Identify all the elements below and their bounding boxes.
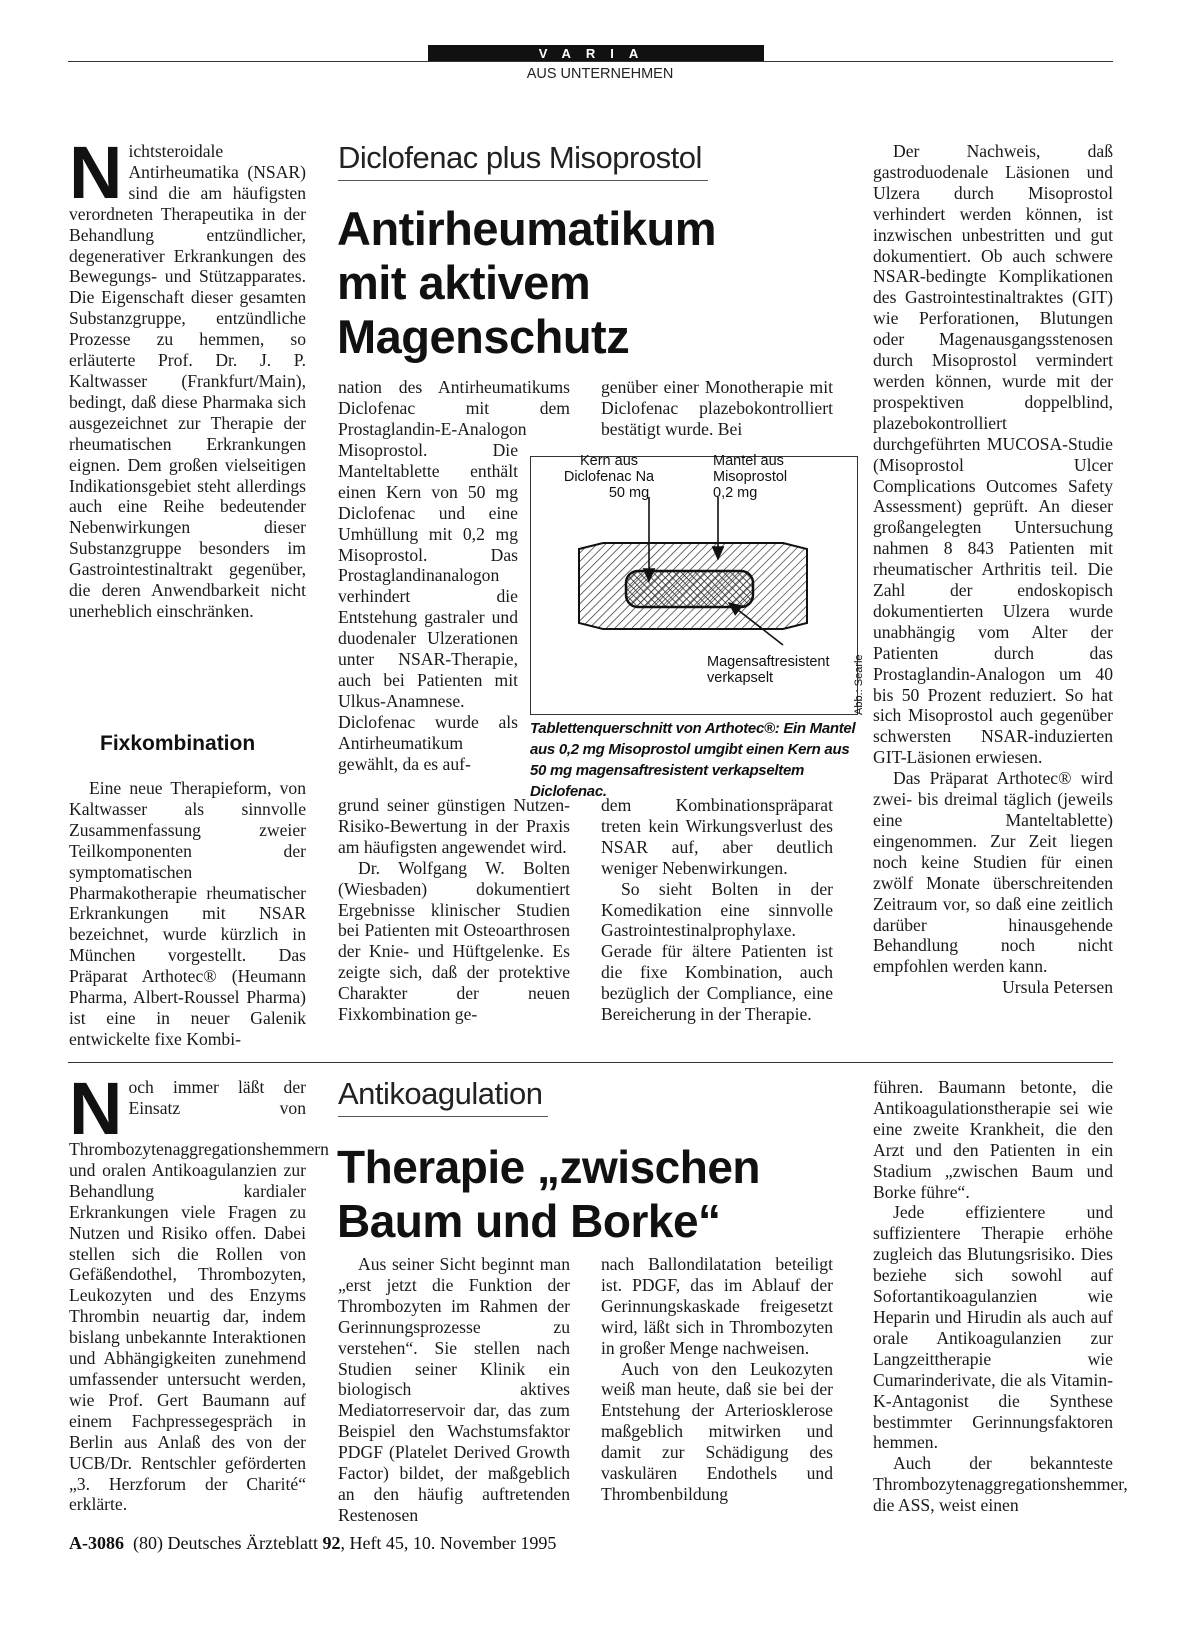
article2-col3-para2: Auch von den Leukozyten weiß man heute, daß sie bei der Entstehung der Arteriosklerose maßgeblich mitwirken und damit zur Schädigung des vaskulären Endothels und Thrombenbildung [601,1358,833,1504]
tablet-cross-section-figure [530,453,858,715]
footer-volume: 92 [322,1533,341,1553]
article1-subheading: Fixkombination [100,732,256,755]
article1-col1-lead [69,131,306,622]
article1-col2-para2: Dr. Wolfgang W. Bolten (Wiesbaden) dokumentiert Ergebnisse klinischer Studien bei Patienten mit Osteoarthrosen der Knie- und Hüftgelenke. Es zeigte sich, daß der protektive Charakter der neuen Fixkombination ge- [338,857,570,1025]
article2-headline-line2: Baum und Borke“ [337,1195,721,1247]
label-core-line1: Kern aus [579,453,639,469]
article2-col4-para1: führen. Baumann betonte, die Antikoagulationstherapie sei wie eine zweite Krankheit, die den Arzt und den Patienten in ein Stadium „zwischen Baum und Borke führe“. [873,1077,1113,1202]
article1-col2-narrow: Misoprostol. Die Manteltablette enthält einen Kern von 50 mg Diclofenac und eine Umhüllung mit 0,2 mg Misoprostol. Das Prostaglandinanalogon verhindert die Entstehung gastraler und duodenaler Ulzerationen unter NSAR-Therapie, auch bei Patienten mit Ulkus-Anamnese. Diclofenac wurde als Antirheumatikum gewählt, da es auf- [338,440,518,774]
label-core [539,453,679,501]
article2-col1-text: och immer läßt der Einsatz von Thrombozytenaggregationshemmern und oralen Antikoagulanzien zur Behandlung kardialer Erkrankungen viele Fragen zu Nutzen und Risiko offen. Dabei stellen sich die Rollen von Gefäßendothel, Thrombozyten, Leukozyten und des Enzyms Thrombin neuartig dar, indem bislang unbekannte Interaktionen und Abhängigkeiten zunehmend umfassender untersucht werden, wie Prof. Gert Baumann auf einem Fachpressegespräch in Berlin aus Anlaß des von der UCB/Dr. Rentschler geförderten „3. Herzforum der Charité“ erklärte. [69,1077,329,1515]
article2-col4 [873,1077,1128,1516]
label-coating-line1: Magensaftresistent [707,654,830,670]
article1-col3-para1: dem Kombinationspräparat treten kein Wirkungsverlust des NSAR auf, aber deutlich weniger Nebenwirkungen. [601,795,833,878]
section-subtitle: AUS UNTERNEHMEN [526,66,674,82]
tablet-core [626,571,753,607]
figure-credit: Abb.: Searle [853,654,865,715]
article1-col4-para2 [873,768,1113,998]
article2-col4-para3: Auch der bekannteste Thrombozytenaggregationshemmer, die ASS, weist einen [873,1453,1128,1516]
label-mantle [713,453,833,501]
article1-col4 [873,141,1113,998]
article1-col3-top: genüber einer Monotherapie mit Diclofenac plazebokontrolliert bestätigt wurde. Bei [601,377,833,439]
article1-col2-bottom [338,795,570,1025]
article2-col1 [69,1067,329,1515]
article1-col1-lead-text: ichtsteroidale Antirheumatika (NSAR) sind die am häufigsten verordneten Therapeutika in der Behandlung entzündlicher, degenerativer Erkrankungen des Bewegungs- und Stützapparates. Die Eigenschaft dieser gesamten Substanzgruppe, entzündliche Prozesse zu hemmen, so erläuterte Prof. Dr. J. P. Kaltwasser (Frankfurt/Main), bedingt, daß diese Pharmaka sich ausgezeichnet zur Therapie der rheumatischen Erkrankungen eignen. Dem großen vielseitigen Indikationsgebiet steht allerdings auch eine Reihe bedeutender Nebenwirkungen dieser Substanzgruppe besonders im Gastrointestinaltrakt gegenüber, die deren Anwendbarkeit nicht unerheblich einschränken. [69,141,306,621]
header-rule [68,61,1113,62]
article1-headline-line3: Magenschutz [337,310,630,363]
article1-headline-line1: Antirheumatikum [337,202,716,255]
article1-col1-after: Eine neue Therapieform, von Kaltwasser als sinnvolle Zusammenfassung zweier Teilkomponenten der symptomatischen Pharmakotherapie rheumatischer Erkrankungen mit NSAR bezeichnet, wurde kürzlich in München vorgestellt. Das Präparat Arthotec® (Heumann Pharma, Albert-Roussel Pharma) ist eine in neuer Galenik entwickelte fixe Kombi- [69,778,306,1049]
article2-col2: Aus seiner Sicht beginnt man „erst jetzt die Funktion der Thrombozyten im Rahmen der Gerinnungsprozesse zu verstehen“. Sie stellen nach Studien seiner Klinik ein biologisch aktives Mediatorreservoir dar, das zum Beispiel den Wachstumsfaktor PDGF (Platelet Derived Growth Factor) bildet, der maßgeblich an den häufig auftretenden Restenosen [338,1254,570,1525]
label-core-line3: 50 mg [608,485,650,501]
footer-journal: Deutsches Ärzteblatt [167,1533,318,1553]
label-coating [707,654,857,686]
section-banner: VARIA [428,45,764,62]
footer-page-num: (80) [133,1533,163,1553]
article1-col4-para2-text: Das Präparat Arthotec® wird zwei- bis dreimal täglich (jeweils eine Manteltablette) eingenommen. Zur Zeit liegen noch keine Studien für einen zwölf Monate überschreitenden Zeitraum vor, so daß eine zeitlich darüber hinausgehende Behandlung noch nicht empfohlen werden kann. [873,768,1113,977]
article1-headline [337,202,737,364]
article1-col3-para2: So sieht Bolten in der Komedikation eine sinnvolle Gastrointestinalprophylaxe. Gerade für ältere Patienten ist die fixe Kombination, auch bezüglich der Compliance, eine Bereicherung in der Therapie. [601,878,833,1025]
article1-headline-line2: mit aktivem [337,256,591,309]
label-mantle-line2: Misoprostol [713,469,788,485]
article2-col3 [601,1254,833,1505]
article2-headline [337,1140,857,1248]
article1-col3-bottom [601,795,833,1025]
figure-caption: Tablettenquerschnitt von Arthotec®: Ein Mantel aus 0,2 mg Misoprostol umgibt einen Kern aus 50 mg magensaftresistent verkapseltem Diclofenac. [530,720,856,800]
article1-dropcap: N [69,131,123,214]
page-footer [69,1533,556,1554]
article2-kicker: Antikoagulation [338,1076,543,1111]
article1-kicker: Diclofenac plus Misoprostol [338,140,702,175]
article1-col2-top: nation des Antirheumatikums Diclofenac mit dem Prostaglandin-E-Analogon [338,377,570,439]
footer-page-code: A-3086 [69,1533,124,1553]
article2-col3-para1: nach Ballondilatation beteiligt ist. PDGF, das im Ablauf der Gerinnungskaskade freigesetzt wird, läßt sich in Thrombozyten in großer Menge nachweisen. [601,1254,833,1358]
article2-headline-line1: Therapie „zwischen [337,1141,761,1193]
label-mantle-line1: Mantel aus [713,453,784,469]
label-core-line2: Diclofenac Na [563,469,655,485]
label-mantle-line3: 0,2 mg [713,485,758,501]
article1-kicker-rule [338,180,708,181]
article1-col2-para1: grund seiner günstigen Nutzen-Risiko-Bewertung in der Praxis am häufigsten angewendet wird. [338,795,570,857]
article1-col4-para1: Der Nachweis, daß gastroduodenale Läsionen und Ulzera durch Misoprostol verhindert werden können, ist inzwischen unbestritten und gut dokumentiert. Ob auch schwere NSAR-bedingte Komplikationen des Gastrointestinaltraktes (GIT) wie Perforationen, Blutungen oder Magenausgangsstenosen durch Misoprostol vermindert werden können, wurde mit der prospektiven doppelblind, plazebokontrolliert durchgeführten MUCOSA-Studie (Misoprostol Ulcer Complications Outcomes Safety Assessment) geprüft. An dieser großangelegten Untersuchung nahmen 8 843 Patienten mit rheumatischer Arthritis teil. Die Zahl der endoskopisch dokumentierten Ulzera wurde unabhängig vom Alter der Patienten durch das Prostaglandin-Analogon um 40 bis 50 Prozent reduziert. So hat sich Misoprostol auch gegenüber schwersten NSAR-induzierten GIT-Läsionen erwiesen. [873,141,1113,768]
article2-dropcap: N [69,1067,123,1150]
footer-issue: , Heft 45, 10. November 1995 [340,1533,557,1553]
article1-author: Ursula Petersen [1002,977,1113,998]
label-coating-line2: verkapselt [707,670,774,686]
article2-kicker-rule [338,1116,548,1117]
article-separator [68,1062,1113,1063]
article2-col4-para2: Jede effizientere und suffizientere Therapie erhöhe zugleich das Blutungsrisiko. Dies beziehe sich sowohl auf Sofortantikoagulanzien wie Heparin und Hirudin als auch auf orale Antikoagulanzien zur Langzeittherapie wie Cumarinderivate, die als Vitamin-K-Antagonist die Synthese bestimmter Gerinnungsfaktoren hemmen. [873,1202,1113,1453]
